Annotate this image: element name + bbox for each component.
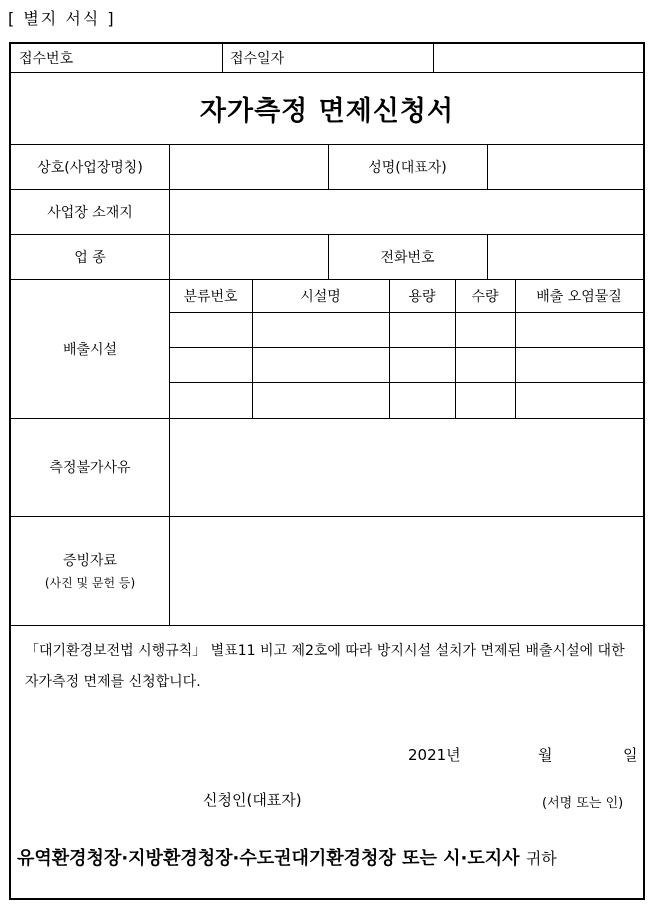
page-title: 자가측정 면제신청서 — [199, 95, 455, 127]
table-divider — [169, 382, 643, 383]
table-header: 용량 — [408, 288, 436, 305]
receipt-date-label: 접수일자 — [230, 51, 285, 67]
reason-field[interactable] — [169, 418, 643, 516]
recipient-suffix: 귀하 — [525, 849, 557, 868]
signature-note: (서명 또는 인) — [542, 796, 624, 811]
table-header: 배출 오염물질 — [536, 288, 622, 305]
table-divider — [169, 312, 643, 313]
evidence-field[interactable] — [169, 516, 643, 625]
address-field[interactable] — [169, 189, 643, 234]
reason-label: 측정불가사유 — [49, 460, 131, 476]
company-name-field[interactable] — [169, 144, 328, 189]
phone-field[interactable] — [487, 234, 643, 279]
evidence-note: (사진 및 문헌 등) — [44, 576, 136, 590]
phone-label: 전화번호 — [380, 249, 435, 266]
evidence-label: 증빙자료 — [62, 553, 118, 569]
table-header: 수량 — [471, 288, 499, 305]
application-statement: 「대기환경보전법 시행규칙」 별표11 비고 제2호에 따라 방지시설 설치가 면제된 배출시설에 대한 자가측정 면제를 신청합니다. — [25, 643, 625, 690]
business-type-label: 업 종 — [74, 249, 106, 266]
form-label: [ 별지 서식 ] — [8, 9, 116, 28]
application-form — [9, 42, 645, 900]
evidence-label-cell — [11, 516, 169, 625]
receipt-number-label: 접수번호 — [19, 51, 74, 67]
recipient — [17, 844, 557, 870]
table-header: 분류번호 — [183, 288, 238, 305]
representative-label: 성명(대표자) — [368, 159, 447, 176]
date-year: 2021년 — [408, 746, 461, 764]
table-header: 시설명 — [300, 288, 341, 305]
recipient-name: 유역환경청장·지방환경청장·수도권대기환경청장 또는 시·도지사 — [17, 848, 520, 869]
company-name-label: 상호(사업장명칭) — [37, 159, 143, 176]
date-day: 일 — [623, 746, 638, 764]
emission-facility-label: 배출시설 — [62, 341, 118, 358]
applicant-label: 신청인(대표자) — [203, 791, 302, 809]
representative-field[interactable] — [487, 144, 643, 189]
address-label: 사업장 소재지 — [47, 204, 133, 221]
receipt-date-field[interactable] — [433, 44, 643, 72]
date-month: 월 — [538, 746, 553, 764]
row-divider — [11, 625, 643, 626]
business-type-field[interactable] — [169, 234, 328, 279]
table-divider — [169, 347, 643, 348]
